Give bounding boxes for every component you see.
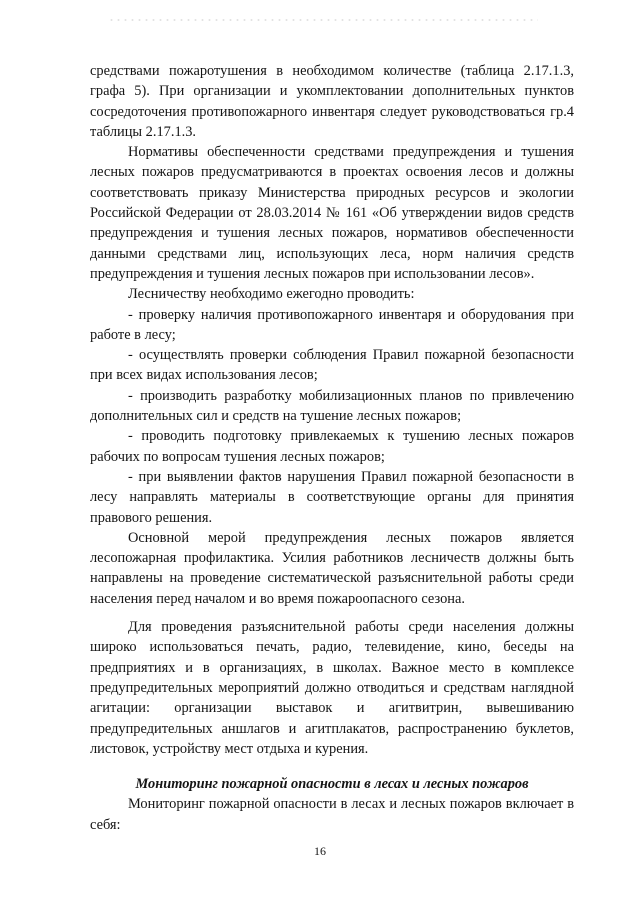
list-item: - проводить подготовку привлекаемых к тушению лесных пожаров рабочих по вопросам тушения лесных пожаров; bbox=[90, 428, 574, 465]
paragraph-duties-intro: Лесничеству необходимо ежегодно проводить: bbox=[128, 286, 415, 303]
list-item: - производить разработку мобилизационных планов по привлечению дополнительных сил и средств на тушение лесных пожаров; bbox=[90, 387, 574, 425]
section-heading: Мониторинг пожарной опасности в лесах и лесных пожаров bbox=[135, 776, 529, 793]
paragraph-outreach: Для проведения разъяснительной работы среди населения должны широко использоваться печать, радио, телевидение, кино, беседы на предприятиях и в организациях, в школах. Важное место в комплексе предупредительных мероприятий должно отводиться и средствам наглядной агитации: организации выставок и агитвитрин, вывешиванию предупредительных аншлагов и агитплакатов, распространению буклетов, листовок, устройству мест отдыха и курения. bbox=[90, 619, 574, 757]
page-number: 16 bbox=[314, 844, 326, 858]
list-item: - осуществлять проверки соблюдения Правил пожарной безопасности при всех видах использования лесов; bbox=[90, 347, 574, 384]
paragraph-norms: Нормативы обеспеченности средствами предупреждения и тушения лесных пожаров предусматриваются в проектах освоения лесов и должны соответствовать приказу Министерства природных ресурсов и экологии Российской Федерации от 28.03.2014 № 161 «Об утверждении видов средств предупреждения и тушения лесных пожаров, нормативов обеспеченности данными средствами лиц, использующих леса, норм наличия средств предупреждения и тушения лесных пожаров при использовании лесов». bbox=[90, 144, 574, 282]
document-body bbox=[90, 61, 574, 835]
list-item: - при выявлении фактов нарушения Правил пожарной безопасности в лесу направлять материалы в соответствующие органы для принятия правового решения. bbox=[90, 468, 574, 526]
list-item: - проверку наличия противопожарного инвентаря и оборудования при работе в лесу; bbox=[90, 306, 574, 343]
paragraph-monitoring: Мониторинг пожарной опасности в лесах и лесных пожаров включает в себя: bbox=[90, 796, 574, 833]
paragraph-continuation: средствами пожаротушения в необходимом количестве (таблица 2.17.1.3, графа 5). При организации и укомплектовании дополнительных пунктов сосредоточения противопожарного инвентаря следует руководствоваться гр.4 таблицы 2.17.1.3. bbox=[90, 63, 574, 140]
scan-artifact bbox=[108, 18, 538, 22]
paragraph-prevention: Основной мерой предупреждения лесных пожаров является лесопожарная профилактика. Усилия работников лесничеств должны быть направлены на проведение систематической разъяснительной работы среди населения перед началом и во время пожароопасного сезона. bbox=[90, 529, 574, 607]
